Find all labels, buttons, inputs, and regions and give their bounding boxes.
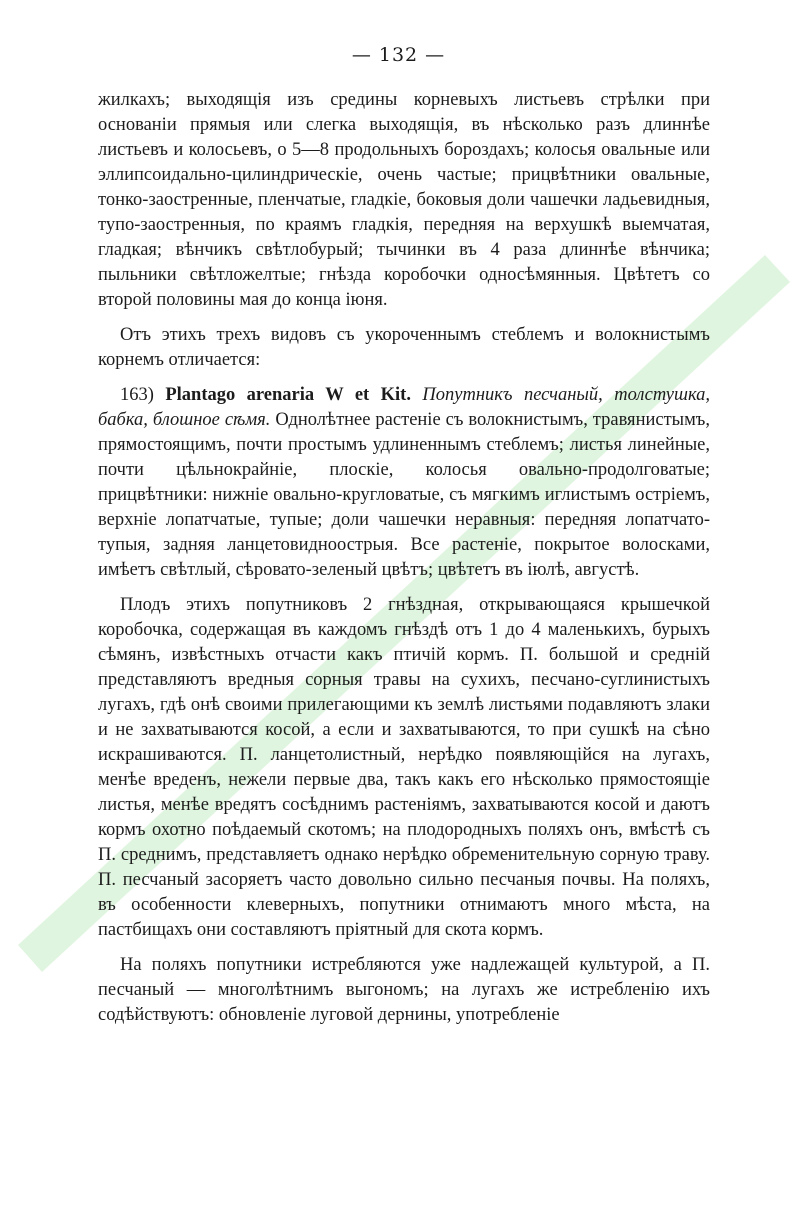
paragraph-5: На поляхъ попутники истребляются уже надлежащей культурой, а П. песчаный — многолѣтнимъ выгономъ; на лугахъ же истребленію ихъ содѣйствуютъ: обновленіе луговой дернины, употребленіе [98, 955, 710, 1025]
paragraph-3-species-entry [98, 383, 710, 583]
species-latin-name: Plantago arenaria W et Kit. [165, 385, 411, 405]
body-text [98, 88, 710, 1038]
species-number: 163) [120, 385, 154, 405]
paragraph-4: Плодъ этихъ попутниковъ 2 гнѣздная, открывающаяся крышечкой коробочка, содержащая въ каждомъ гнѣздѣ отъ 1 до 4 маленькихъ, бурыхъ сѣмянъ, извѣстныхъ отчасти какъ птичій кормъ. П. большой и средній представляютъ вредныя сорныя травы на сухихъ, песчано-суглинистыхъ лугахъ, гдѣ онѣ своими прилегающими къ землѣ листьями подавляютъ злаки и не захватываются косой, а если и захватываются, то при сушкѣ на сѣно искрашиваются. П. ланцетолистный, нерѣдко появляющійся на лугахъ, менѣе вреденъ, нежели первые два, такъ какъ его нѣсколько прямостоящіе листья, менѣе вредятъ сосѣднимъ растеніямъ, захватываются косой и даютъ кормъ охотно поѣдаемый скотомъ; на плодородныхъ поляхъ онъ, вмѣстѣ съ П. среднимъ, представляетъ однако нерѣдко обременительную сорную траву. П. песчаный засоряетъ часто довольно сильно песчаныя почвы. На поляхъ, въ особенности клеверныхъ, попутники отнимаютъ много мѣста, на пастбищахъ они составляютъ пріятный для скота кормъ. [98, 595, 710, 940]
species-common-names: Попутникъ песчаный, толстушка, бабка, блошное сѣмя. [98, 385, 711, 430]
paragraph-2: Отъ этихъ трехъ видовъ съ укороченнымъ стеблемъ и волокнистымъ корнемъ отличается: [98, 325, 710, 370]
species-description: Однолѣтнее растеніе съ волокнистымъ, травянистымъ, прямостоящимъ, почти простымъ удлиненнымъ стеблемъ; листья линейные, почти цѣльнокрайніе, плоскіе, колосья овально-продолговатые; прицвѣтники: нижніе овально-кругловатые, съ мягкимъ иглистымъ остріемъ, верхніе лопатчатые, тупые; доли чашечки неравныя: передняя лопатчато-тупыя, задняя ланцетовидноострыя. Все растеніе, покрытое волосками, имѣетъ свѣтлый, сѣровато-зеленый цвѣтъ; цвѣтетъ въ іюлѣ, августѣ. [98, 410, 710, 580]
paragraph-1: жилкахъ; выходящія изъ средины корневыхъ листьевъ стрѣлки при основаніи прямыя или слегка выходящія, въ нѣсколько разъ длиннѣе листьевъ и колосьевъ, о 5—8 продольныхъ бороздахъ; колосья овальные или эллипсоидально-цилиндрическіе, очень частые; прицвѣтники овальные, тонко-заостренные, пленчатые, гладкіе, боковыя доли чашечки ладьевидныя, тупо-заостренныя, по краямъ гладкія, передняя на верхушкѣ выемчатая, гладкая; вѣнчикъ свѣтлобурый; тычинки въ 4 раза длиннѣе вѣнчика; пыльники свѣтложелтые; гнѣзда коробочки односѣмянныя. Цвѣтетъ со второй половины мая до конца іюня. [98, 90, 710, 310]
page-number: — 132 — [351, 44, 446, 66]
